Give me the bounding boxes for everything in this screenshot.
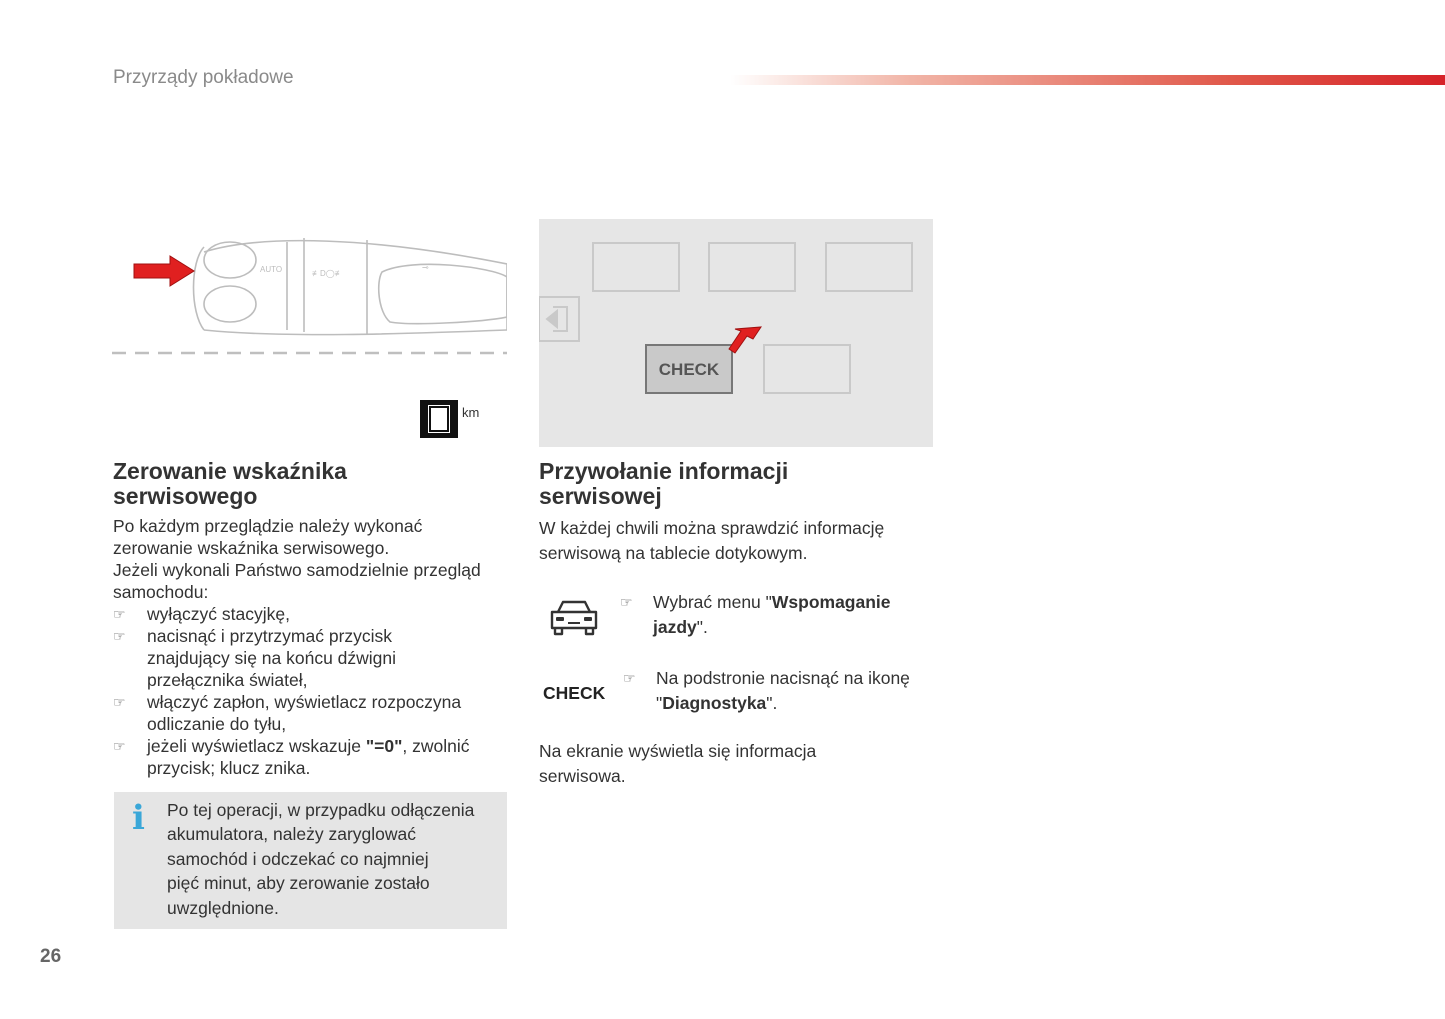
- menu-name: Diagnostyka: [662, 693, 767, 713]
- info-icon: i: [132, 798, 145, 838]
- info-note-text: [167, 798, 502, 920]
- hand-pointer-icon: ☞: [113, 606, 126, 622]
- text-run: ".: [696, 617, 708, 637]
- section-title-recall: [539, 459, 788, 509]
- list-item: [113, 625, 508, 691]
- page-number: 26: [40, 946, 62, 967]
- display-value: "=0": [365, 736, 403, 756]
- list-item-text: nacisnąć i przytrzymać przycisk: [147, 626, 393, 646]
- text-run: , zwolnić: [402, 736, 470, 756]
- hand-pointer-icon: ☞: [620, 594, 633, 610]
- list-item-text: [147, 735, 508, 757]
- step-text: [620, 590, 935, 640]
- touch-screen-svg: [539, 219, 933, 447]
- note-line: pięć minut, aby zerowanie zostało: [167, 873, 430, 894]
- info-note-box: [114, 792, 507, 929]
- section-title-line: serwisowej: [539, 483, 662, 509]
- list-item: [113, 691, 508, 735]
- hand-pointer-icon: ☞: [113, 628, 126, 644]
- note-line: Po tej operacji, w przypadku odłączenia: [167, 800, 475, 820]
- recall-intro: [539, 516, 939, 565]
- text-run: Na podstronie nacisnąć na ikonę: [656, 668, 910, 688]
- list-item: [113, 603, 508, 625]
- km-label: km: [462, 405, 480, 420]
- svg-text:⊸: ⊸: [422, 263, 429, 272]
- svg-text:AUTO: AUTO: [260, 265, 283, 274]
- list-item-text: znajdujący się na końcu dźwigni: [147, 648, 397, 668]
- hand-pointer-icon: ☞: [113, 694, 126, 710]
- section-title-line: Przywołanie informacji: [539, 458, 789, 484]
- step-select-menu: [620, 590, 935, 640]
- paragraph-line: samochodu:: [113, 582, 209, 602]
- list-item: [113, 735, 508, 779]
- paragraph-line: Na ekranie wyświetla się informacja: [539, 741, 817, 761]
- car-front-icon: [548, 598, 600, 636]
- step-text: [623, 666, 938, 716]
- hand-pointer-icon: ☞: [623, 670, 636, 686]
- note-line: uwzględnione.: [167, 897, 279, 918]
- svg-text:≢D◯≢: ≢D◯≢: [312, 269, 343, 278]
- text-run: jeżeli wyświetlacz wskazuje: [147, 736, 366, 756]
- text-run: Wybrać menu ": [653, 592, 772, 612]
- section-title-reset: [113, 459, 347, 509]
- paragraph-line: Jeżeli wykonali Państwo samodzielnie przegląd: [113, 560, 481, 580]
- step-diagnostics: [623, 666, 938, 716]
- section-title-line: Zerowanie wskaźnika: [113, 458, 347, 484]
- section-title-line: serwisowego: [113, 483, 258, 509]
- menu-name: Wspomaganie: [771, 592, 891, 612]
- text-run: ".: [766, 693, 778, 713]
- reset-instructions: [113, 515, 508, 779]
- service-key-km-icon: [417, 397, 492, 443]
- touch-screen-illustration: [539, 219, 933, 447]
- hand-pointer-icon: ☞: [113, 738, 126, 754]
- screen-check-button-label: CHECK: [658, 360, 720, 379]
- paragraph-line: serwisowa.: [539, 765, 626, 786]
- paragraph-line: zerowanie wskaźnika serwisowego.: [113, 538, 390, 558]
- note-line: samochód i odczekać co najmniej: [167, 848, 429, 869]
- recall-outro: [539, 739, 939, 788]
- header-accent-bar: [730, 75, 1445, 85]
- menu-name: jazdy: [653, 617, 697, 637]
- check-icon-label: CHECK: [543, 683, 606, 703]
- list-item-text: przełącznika świateł,: [147, 670, 308, 690]
- list-item-text: przycisk; klucz znika.: [147, 758, 311, 778]
- list-item-text: odliczanie do tyłu,: [147, 714, 287, 734]
- note-line: akumulatora, należy zaryglować: [167, 824, 417, 845]
- paragraph-line: W każdej chwili można sprawdzić informację: [539, 518, 885, 538]
- header-title: Przyrządy pokładowe: [113, 67, 294, 88]
- reset-steps-list: [113, 603, 508, 779]
- text-run: ": [656, 693, 663, 713]
- list-item-text: włączyć zapłon, wyświetlacz rozpoczyna: [147, 692, 462, 712]
- paragraph-line: serwisową na tablecie dotykowym.: [539, 542, 808, 563]
- list-item-text: wyłączyć stacyjkę,: [147, 604, 290, 624]
- light-stalk-illustration: [112, 222, 507, 362]
- paragraph-line: Po każdym przeglądzie należy wykonać: [113, 516, 423, 536]
